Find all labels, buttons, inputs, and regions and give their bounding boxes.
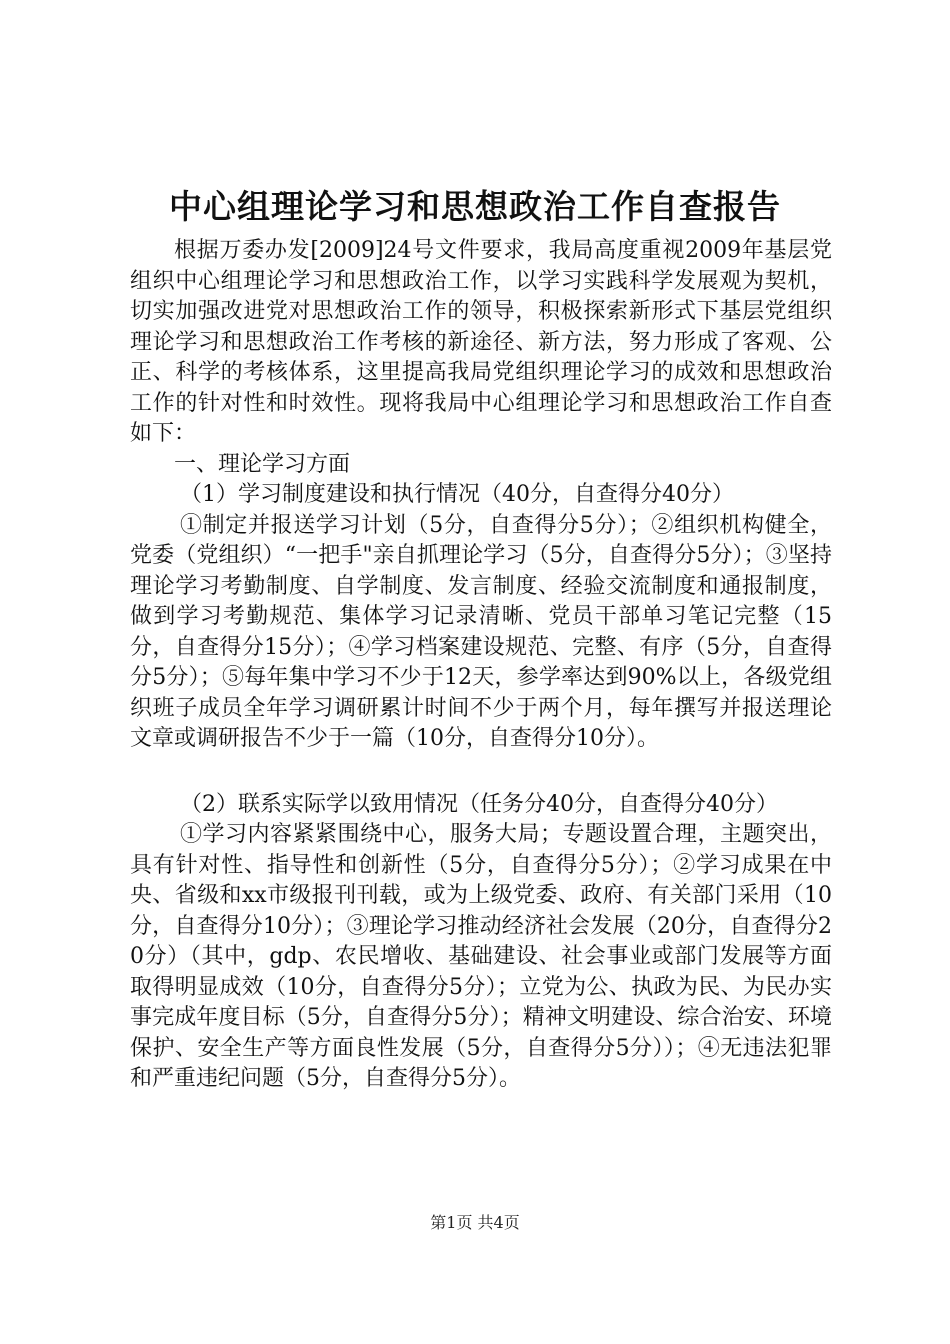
paragraph-spacer <box>130 755 832 790</box>
subsection-heading-1: （1）学习制度建设和执行情况（40分，自查得分40分） <box>180 482 734 507</box>
intro-paragraph: 根据万委办发[2009]24号文件要求，我局高度重视2009年基层党组织中心组理论学习和思想政治工作，以学习实践科学发展观为契机，切实加强改进党对思想政治工作的领导，积极探索新形式下基层党组织理论学习和思想政治工作考核的新途径、新方法，努力形成了客观、公正、科学的考核体系，这里提高我局党组织理论学习的成效和思想政治工作的针对性和时效性。现将我局中心组理论学习和思想政治工作自查如下： <box>130 238 832 446</box>
document-title: 中心组理论学习和思想政治工作自查报告 <box>169 187 781 226</box>
subsection-2-paragraph: ①学习内容紧紧围绕中心，服务大局；专题设置合理，主题突出，具有针对性、指导性和创新性（5分，自查得分5分）；②学习成果在中央、省级和xx市级报刊刊载，或为上级党委、政府、有关部门采用（10分，自查得分10分）；③理论学习推动经济社会发展（20分，自查得分20分）（其中，gdp、农民增收、基础建设、社会事业或部门发展等方面取得明显成效（10分，自查得分5分）；立党为公、执政为民、为民办实事完成年度目标（5分，自查得分5分）；精神文明建设、综合治安、环境保护、安全生产等方面良性发展（5分，自查得分5分））；④无违法犯罪和严重违纪问题（5分，自查得分5分）。 <box>130 822 832 1091</box>
document-body <box>130 236 832 1095</box>
subsection-1-paragraph: ①制定并报送学习计划（5分，自查得分5分）；②组织机构健全，党委（党组织）“一把手"亲自抓理论学习（5分，自查得分5分）；③坚持理论学习考勤制度、自学制度、发言制度、经验交流制度和通报制度，做到学习考勤规范、集体学习记录清晰、党员干部单习笔记完整（15分，自查得分15分）；④学习档案建设规范、完整、有序（5分，自查得分5分）；⑤每年集中学习不少于12天，参学率达到90%以上，各级党组织班子成员全年学习调研累计时间不少于两个月，每年撰写并报送理论文章或调研报告不少于一篇（10分，自查得分10分）。 <box>130 512 832 751</box>
subsection-heading-2: （2）联系实际学以致用情况（任务分40分，自查得分40分） <box>180 791 778 817</box>
section-heading-theory-study: 一、理论学习方面 <box>174 451 351 477</box>
page-number-footer: 第1页 共4页 <box>430 1213 520 1232</box>
